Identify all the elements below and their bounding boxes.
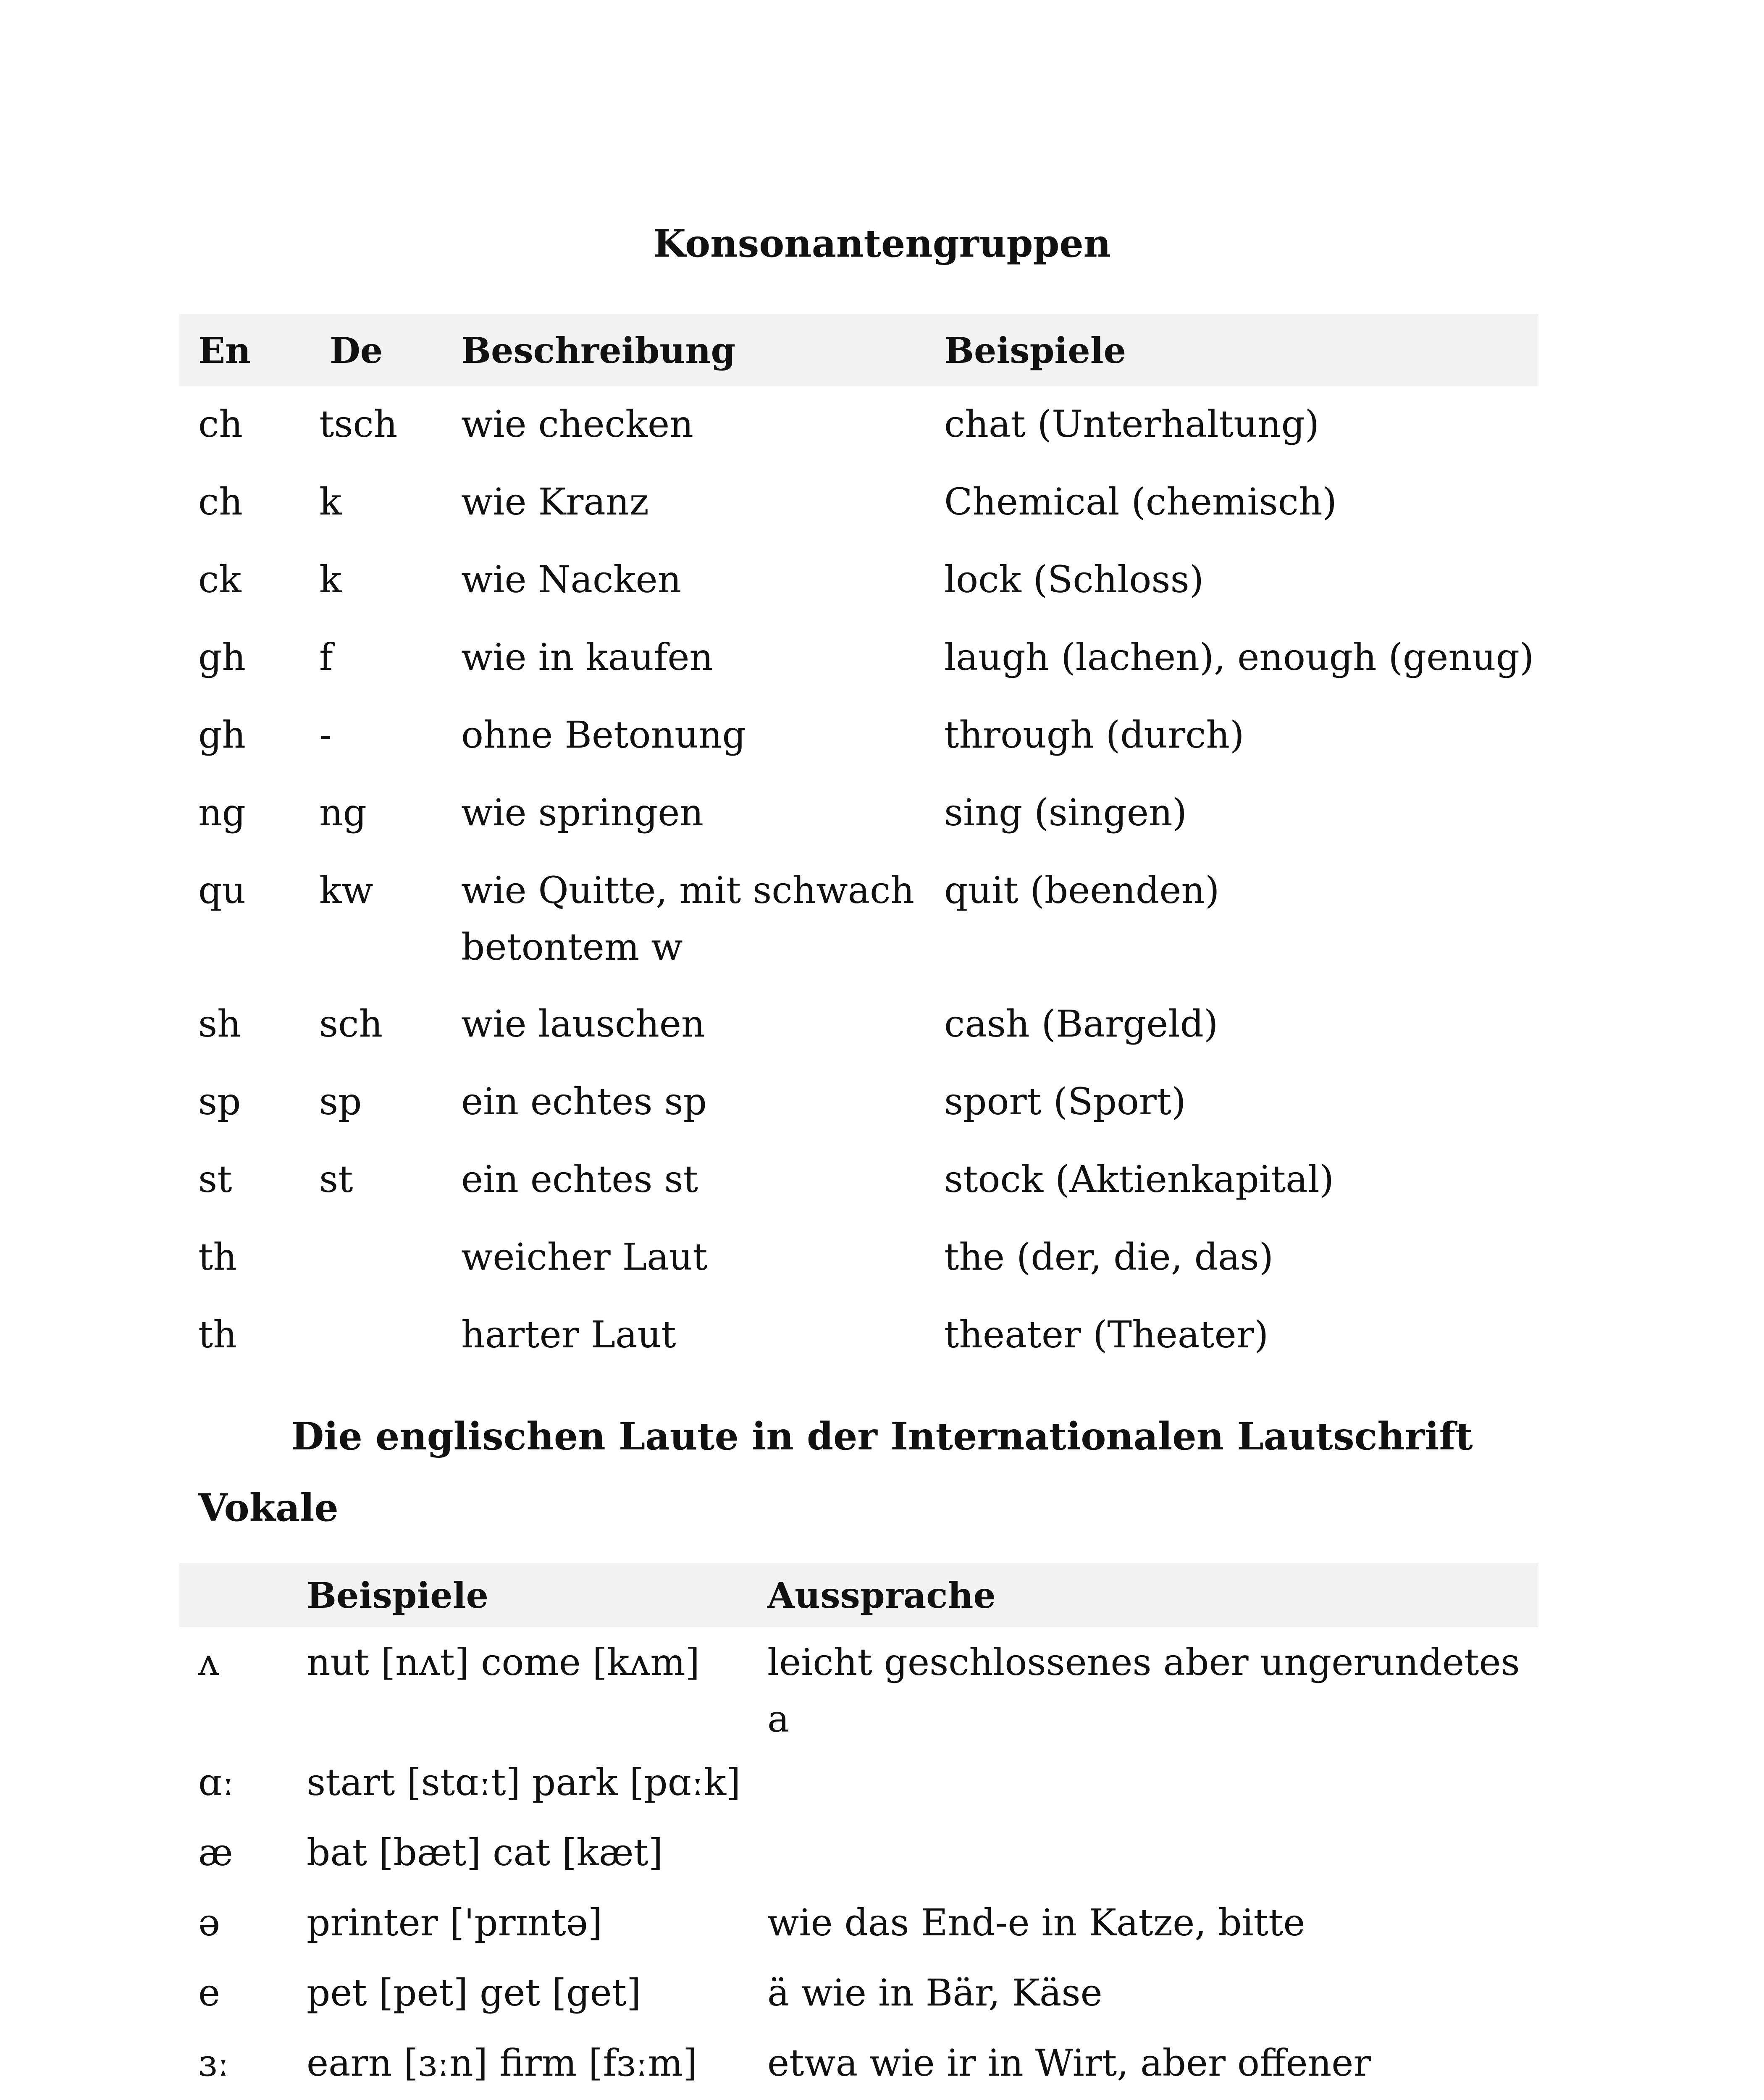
table-row xyxy=(179,775,1538,853)
cell-en: ch xyxy=(198,480,243,523)
table-row xyxy=(179,697,1538,775)
section-title: Konsonantengruppen xyxy=(653,221,1111,266)
cell-description: wie springen xyxy=(461,791,704,834)
table-row xyxy=(179,1627,1538,1747)
cell-symbol: ɑː xyxy=(198,1761,234,1804)
table-row xyxy=(179,1297,1538,1375)
cell-description: wie in kaufen xyxy=(461,635,714,679)
ipa-section-title: Die englischen Laute in der Internationalen Lautschrift xyxy=(291,1414,1473,1459)
cell-symbol: ə xyxy=(198,1901,220,1944)
table-row xyxy=(179,2098,1538,2100)
cell-en: gh xyxy=(198,635,246,679)
cell-en: qu xyxy=(198,869,246,912)
cell-de: st xyxy=(319,1158,353,1201)
cell-symbol: æ xyxy=(198,1831,233,1874)
table-row xyxy=(179,1747,1538,1817)
table-header-row xyxy=(179,314,1538,386)
cell-example: through (durch) xyxy=(944,713,1244,756)
cell-symbol: ʌ xyxy=(198,1641,219,1684)
cell-description: ein echtes sp xyxy=(461,1080,707,1123)
cell-de: kw xyxy=(319,869,373,912)
cell-example xyxy=(288,2098,748,2100)
cell-de: sp xyxy=(319,1080,362,1123)
cell-example: sing (singen) xyxy=(944,791,1187,834)
column-header-pronunciation: Aussprache xyxy=(767,1574,996,1616)
column-header-symbol xyxy=(179,1563,288,1627)
table-row xyxy=(179,1064,1538,1142)
cell-pronunciation xyxy=(748,1817,1538,1887)
cell-en: sh xyxy=(198,1002,241,1045)
cell-example: bat [bæt] cat [kæt] xyxy=(307,1831,663,1874)
cell-en: th xyxy=(198,1313,237,1356)
cell-example: the (der, die, das) xyxy=(944,1235,1273,1278)
cell-description: wie lauschen xyxy=(461,1002,705,1045)
column-header-examples: Beispiele xyxy=(944,329,1126,371)
vowels-table xyxy=(179,1563,1538,2100)
cell-pronunciation: leicht geschlossenes aber ungerundetes a xyxy=(767,1641,1520,1740)
cell-example: printer ['prɪntə] xyxy=(307,1901,603,1944)
cell-de: f xyxy=(319,635,333,679)
cell-description: wie Nacken xyxy=(461,558,682,601)
table-row xyxy=(179,1219,1538,1297)
column-header-description: Beschreibung xyxy=(461,329,736,371)
table-row xyxy=(179,620,1538,697)
cell-description: harter Laut xyxy=(461,1313,676,1356)
table-row xyxy=(179,2028,1538,2098)
column-header-de: De xyxy=(330,329,383,371)
cell-description: wie Kranz xyxy=(461,480,649,523)
cell-en: gh xyxy=(198,713,246,756)
cell-example: nut [nʌt] come [kʌm] xyxy=(307,1641,700,1684)
cell-example: cash (Bargeld) xyxy=(944,1002,1218,1045)
table-row xyxy=(179,542,1538,620)
cell-en: ch xyxy=(198,402,243,446)
cell-example: chat (Unterhaltung) xyxy=(944,402,1320,446)
cell-example: stock (Aktienkapital) xyxy=(944,1158,1334,1201)
cell-symbol: e xyxy=(198,1971,220,2014)
cell-description: ohne Betonung xyxy=(461,713,746,756)
cell-en: ck xyxy=(198,558,242,601)
table-row xyxy=(179,1817,1538,1887)
cell-de xyxy=(300,1297,442,1375)
cell-pronunciation: etwa wie ir in Wirt, aber offener xyxy=(767,2041,1371,2084)
cell-symbol xyxy=(179,2098,288,2100)
cell-en: st xyxy=(198,1158,232,1201)
cell-de: k xyxy=(319,558,342,601)
table-row xyxy=(179,853,1538,986)
cell-example: earn [ɜːn] firm [fɜːm] xyxy=(307,2041,698,2084)
cell-example: laugh (lachen), enough (genug) xyxy=(944,635,1534,679)
cell-en: sp xyxy=(198,1080,241,1123)
cell-pronunciation: wie das End-e in Katze, bitte xyxy=(767,1901,1305,1944)
table-row xyxy=(179,986,1538,1064)
cell-en: ng xyxy=(198,791,246,834)
cell-example: Chemical (chemisch) xyxy=(944,480,1337,523)
table-row xyxy=(179,1958,1538,2028)
cell-de: - xyxy=(319,713,332,756)
consonant-groups-table xyxy=(179,314,1538,1375)
column-header-examples: Beispiele xyxy=(307,1574,489,1616)
table-row xyxy=(179,1142,1538,1219)
cell-example: pet [pet] get [get] xyxy=(307,1971,641,2014)
table-row xyxy=(179,386,1538,464)
table-row xyxy=(179,464,1538,542)
cell-de: tsch xyxy=(319,402,398,446)
cell-description: wie checken xyxy=(461,402,693,446)
cell-example: theater (Theater) xyxy=(944,1313,1269,1356)
cell-pronunciation xyxy=(748,2098,1538,2100)
cell-example: start [stɑːt] park [pɑːk] xyxy=(307,1761,741,1804)
cell-de xyxy=(300,1219,442,1297)
cell-example: lock (Schloss) xyxy=(944,558,1204,601)
cell-description: wie Quitte, mit schwach betontem w xyxy=(461,869,915,969)
table-header-row xyxy=(179,1563,1538,1627)
cell-example: sport (Sport) xyxy=(944,1080,1186,1123)
cell-en: th xyxy=(198,1235,237,1278)
vowels-heading: Vokale xyxy=(198,1486,339,1530)
cell-de: sch xyxy=(319,1002,383,1045)
cell-description: ein echtes st xyxy=(461,1158,698,1201)
cell-description: weicher Laut xyxy=(461,1235,708,1278)
cell-pronunciation: ä wie in Bär, Käse xyxy=(767,1971,1102,2014)
cell-de: ng xyxy=(319,791,367,834)
column-header-en: En xyxy=(198,329,251,371)
cell-de: k xyxy=(319,480,342,523)
table-row xyxy=(179,1887,1538,1958)
cell-example: quit (beenden) xyxy=(944,869,1220,912)
cell-pronunciation xyxy=(748,1747,1538,1817)
cell-symbol: ɜː xyxy=(198,2041,230,2084)
